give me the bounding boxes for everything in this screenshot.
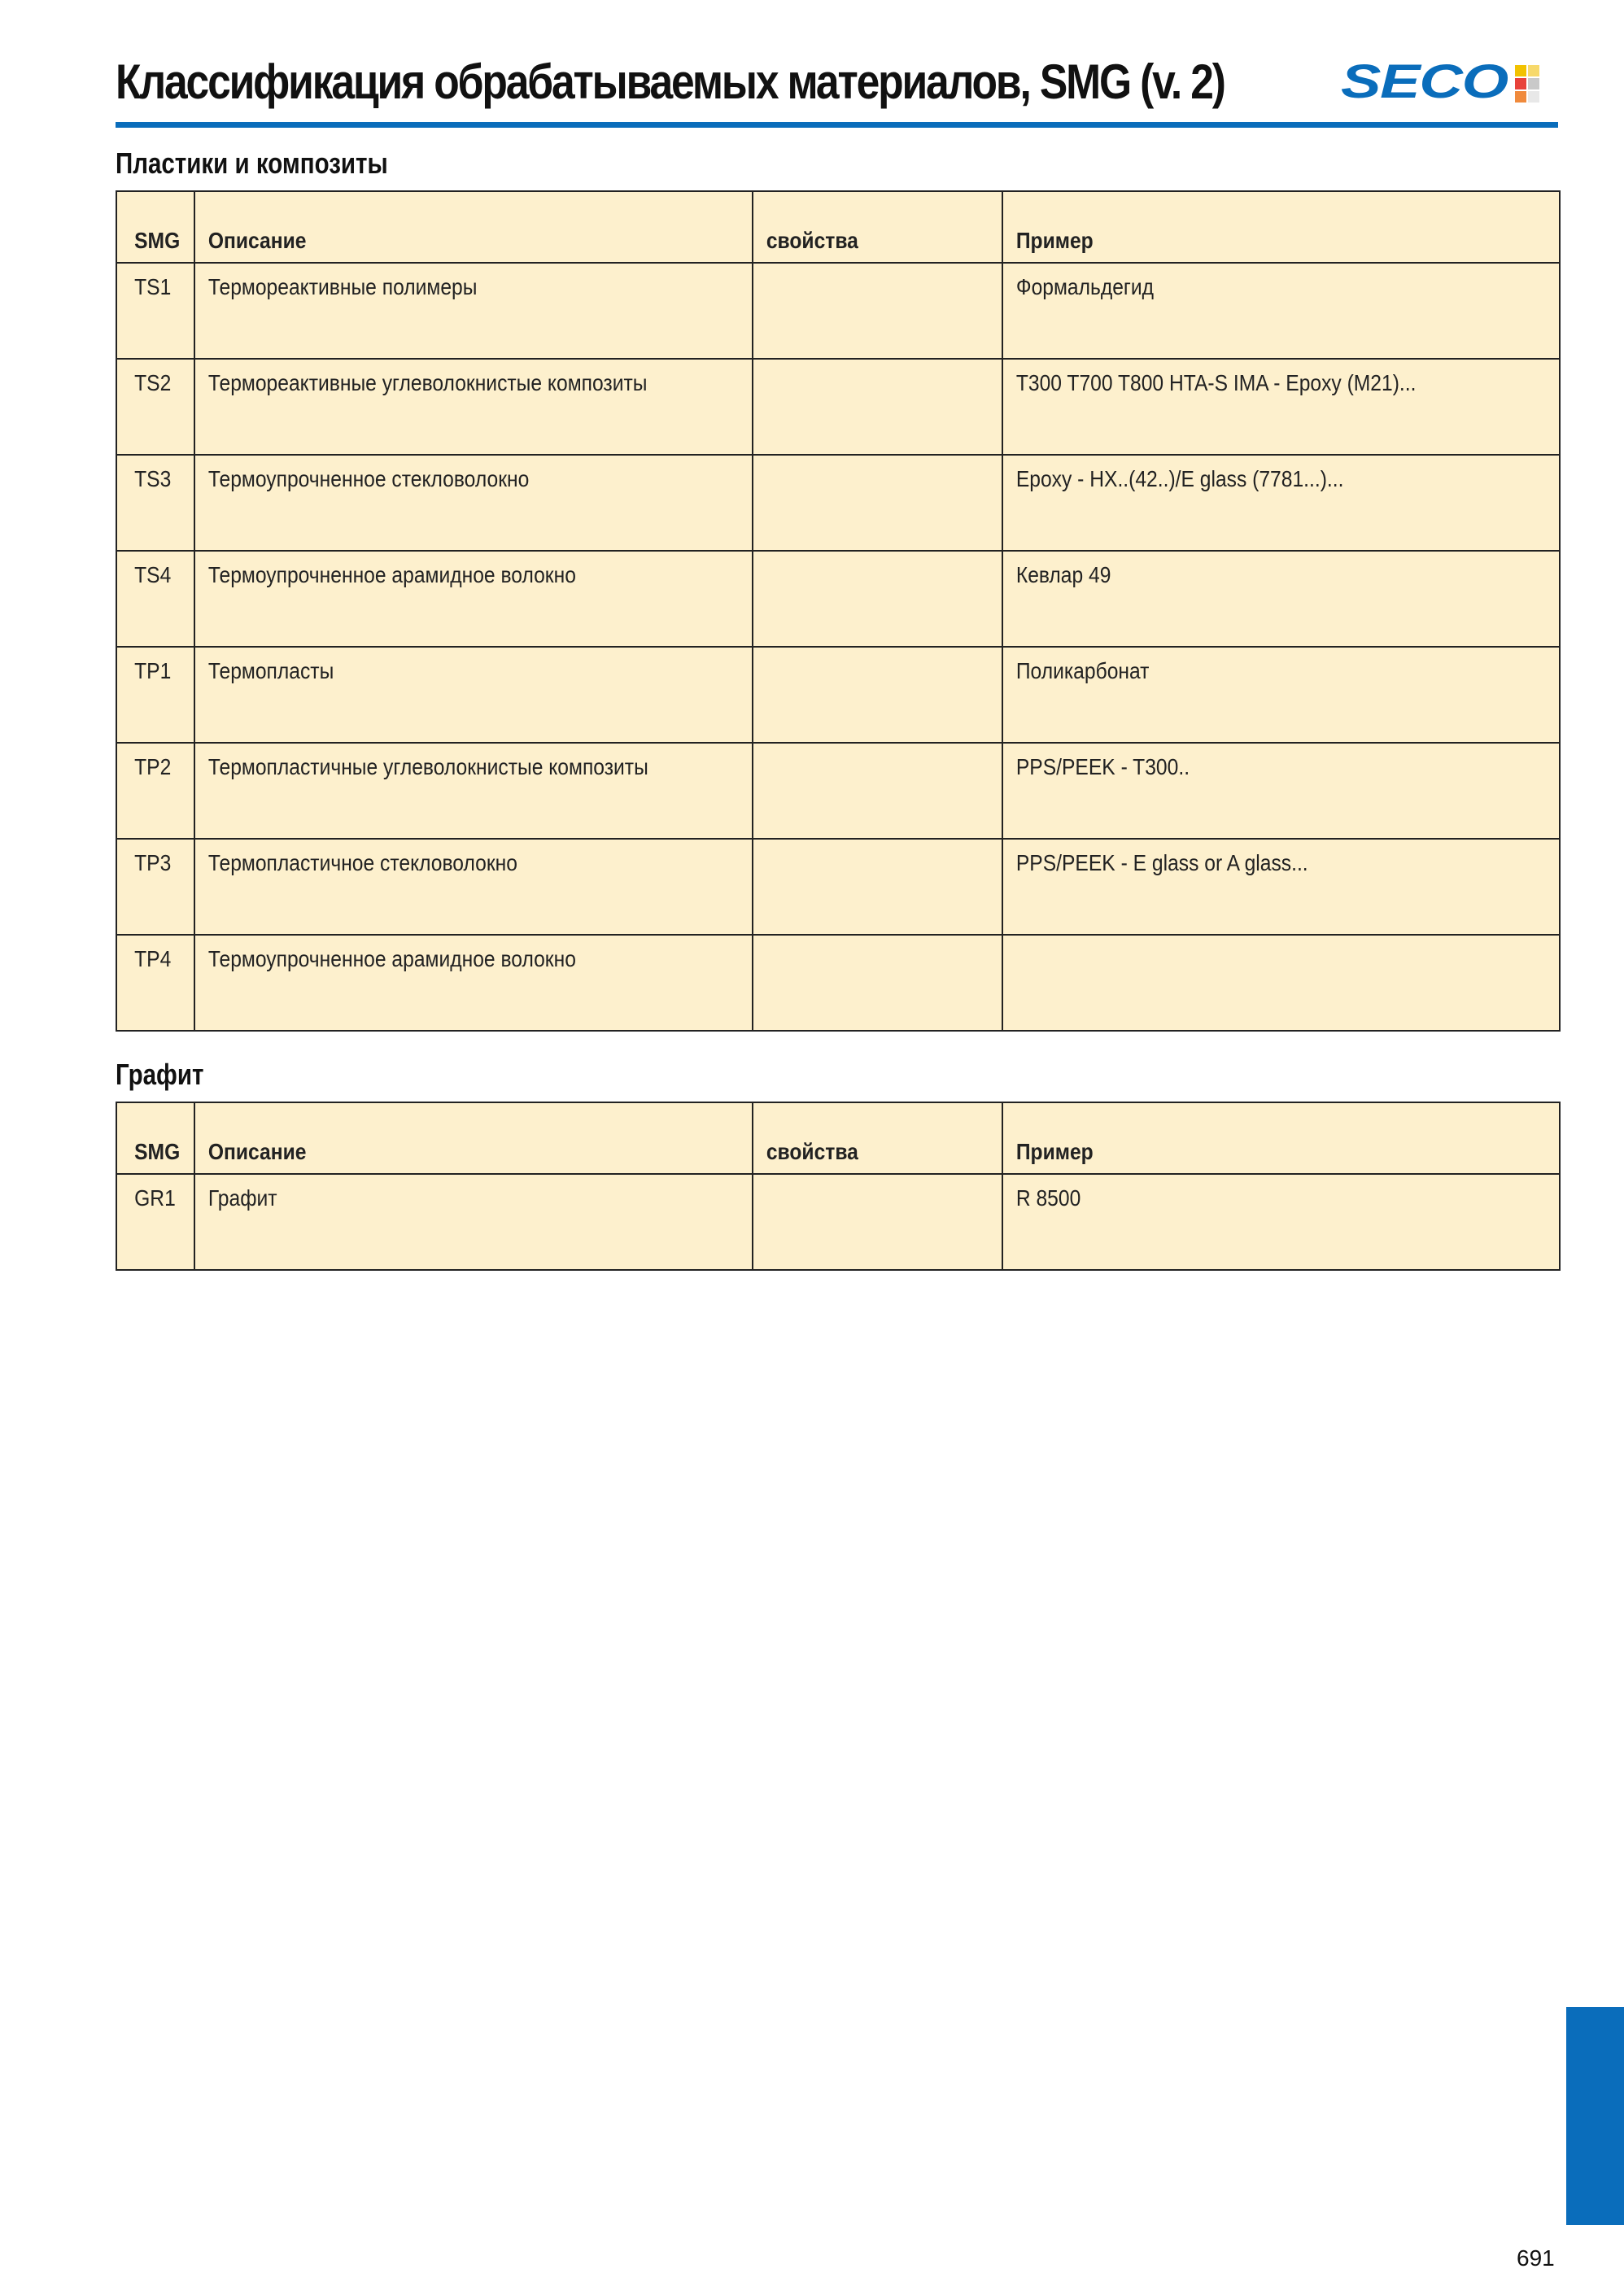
properties-cell: [753, 359, 1002, 455]
example-cell: Поликарбонат: [1002, 647, 1560, 743]
example-cell: Кевлар 49: [1002, 551, 1560, 647]
example-cell: T300 T700 T800 HTA-S IMA - Epoxy (M21)...: [1002, 359, 1560, 455]
plastics-table: [116, 190, 1561, 1032]
example-cell: Epoxy - HX..(42..)/E glass (7781...)...: [1002, 455, 1560, 551]
table-row: [116, 839, 1560, 935]
smg-code-cell: GR1: [116, 1174, 194, 1270]
column-header-description: Описание: [194, 1102, 753, 1174]
properties-cell: [753, 263, 1002, 359]
smg-code-cell: TS3: [116, 455, 194, 551]
example-cell: Формальдегид: [1002, 263, 1560, 359]
properties-cell: [753, 839, 1002, 935]
table-row: [116, 935, 1560, 1031]
description-cell: Термопластичные углеволокнистые композиты: [194, 743, 753, 839]
column-header-properties: свойства: [753, 1102, 1002, 1174]
example-cell: PPS/PEEK - E glass or A glass...: [1002, 839, 1560, 935]
description-cell: Термореактивные углеволокнистые композиты: [194, 359, 753, 455]
page-title: Классификация обрабатываемых материалов, SMG (v. 2): [116, 55, 1225, 109]
description-cell: Термопласты: [194, 647, 753, 743]
table-row: [116, 647, 1560, 743]
smg-code-cell: TP3: [116, 839, 194, 935]
description-cell: Термопластичное стекловолокно: [194, 839, 753, 935]
smg-code-cell: TS4: [116, 551, 194, 647]
seco-logo: [1341, 60, 1552, 106]
example-cell: R 8500: [1002, 1174, 1560, 1270]
description-cell: Термоупрочненное арамидное волокно: [194, 935, 753, 1031]
section-heading-plastics: Пластики и композиты: [116, 146, 388, 180]
description-cell: Графит: [194, 1174, 753, 1270]
properties-cell: [753, 1174, 1002, 1270]
column-header-smg: SMG: [116, 1102, 194, 1174]
column-header-description: Описание: [194, 191, 753, 263]
table-header-row: [116, 1102, 1560, 1174]
side-tab-marker: [1566, 2007, 1624, 2225]
smg-code-cell: TP2: [116, 743, 194, 839]
description-cell: Термореактивные полимеры: [194, 263, 753, 359]
column-header-example: Пример: [1002, 191, 1560, 263]
table-row: [116, 1174, 1560, 1270]
smg-code-cell: TP1: [116, 647, 194, 743]
properties-cell: [753, 551, 1002, 647]
smg-code-cell: TS2: [116, 359, 194, 455]
table-row: [116, 359, 1560, 455]
column-header-smg: SMG: [116, 191, 194, 263]
table-row: [116, 455, 1560, 551]
properties-cell: [753, 743, 1002, 839]
column-header-properties: свойства: [753, 191, 1002, 263]
properties-cell: [753, 647, 1002, 743]
properties-cell: [753, 455, 1002, 551]
page-number: 691: [1517, 2245, 1555, 2271]
column-header-example: Пример: [1002, 1102, 1560, 1174]
properties-cell: [753, 935, 1002, 1031]
smg-code-cell: TP4: [116, 935, 194, 1031]
description-cell: Термоупрочненное арамидное волокно: [194, 551, 753, 647]
table-row: [116, 551, 1560, 647]
table-row: [116, 743, 1560, 839]
example-cell: PPS/PEEK - T300..: [1002, 743, 1560, 839]
section-heading-graphite: Графит: [116, 1058, 204, 1091]
example-cell: [1002, 935, 1560, 1031]
description-cell: Термоупрочненное стекловолокно: [194, 455, 753, 551]
graphite-table: [116, 1102, 1561, 1271]
smg-code-cell: TS1: [116, 263, 194, 359]
table-header-row: [116, 191, 1560, 263]
title-rule: [116, 122, 1558, 128]
svg-text:SECO: SECO: [1341, 60, 1509, 106]
table-row: [116, 263, 1560, 359]
